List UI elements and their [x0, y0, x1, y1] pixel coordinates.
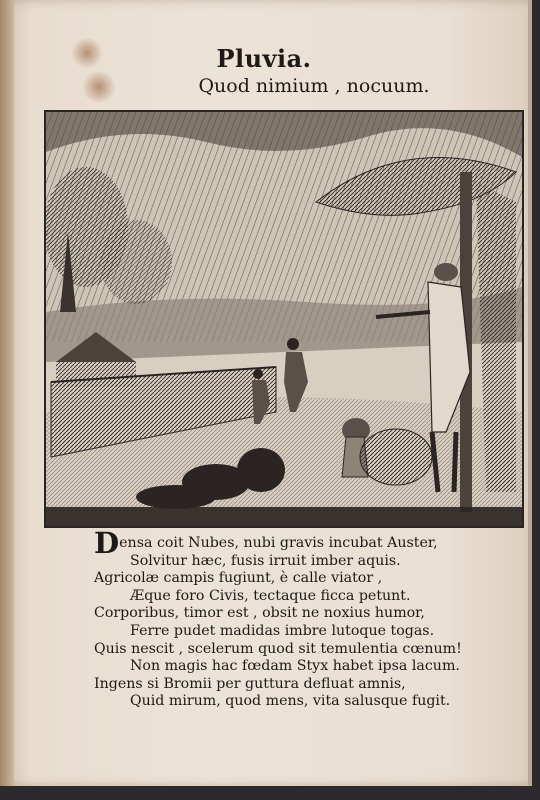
poem-line: Densa coit Nubes, nubi gravis incubat Auster, [94, 526, 438, 560]
page-title: Pluvia. [216, 44, 312, 73]
poem-line: Solvitur hæc, fusis irruit imber aquis. [130, 552, 401, 569]
page-header [0, 44, 528, 97]
poem-line: Agricolæ campis fugiunt, è calle viator , [94, 570, 383, 587]
poem-line: Quis nescit , scelerum quod sit temulentia cœnum! [94, 640, 462, 657]
poem-line: Quid mirum, quod mens, vita salusque fugit. [130, 693, 451, 710]
sack [360, 429, 432, 485]
poem-line: Corporibus, timor est , obsit ne noxius humor, [94, 605, 425, 622]
poem-line: Ingens si Bromii per guttura defluat amnis, [94, 675, 406, 692]
poem-line: Ferre pudet madidas imbre lutoque togas. [130, 622, 435, 639]
page-motto: Quod nimium , nocuum. [198, 75, 430, 97]
engraving-plate [44, 110, 524, 528]
poem-line: Æque foro Civis, tectaque ficca petunt. [130, 587, 411, 604]
drop-cap: D [94, 526, 120, 560]
poem-line: Non magis hac fœdam Styx habet ipsa lacum. [130, 658, 460, 675]
rain-scene-illustration [46, 112, 522, 526]
page-gutter [0, 0, 14, 786]
poem-block [94, 526, 494, 711]
